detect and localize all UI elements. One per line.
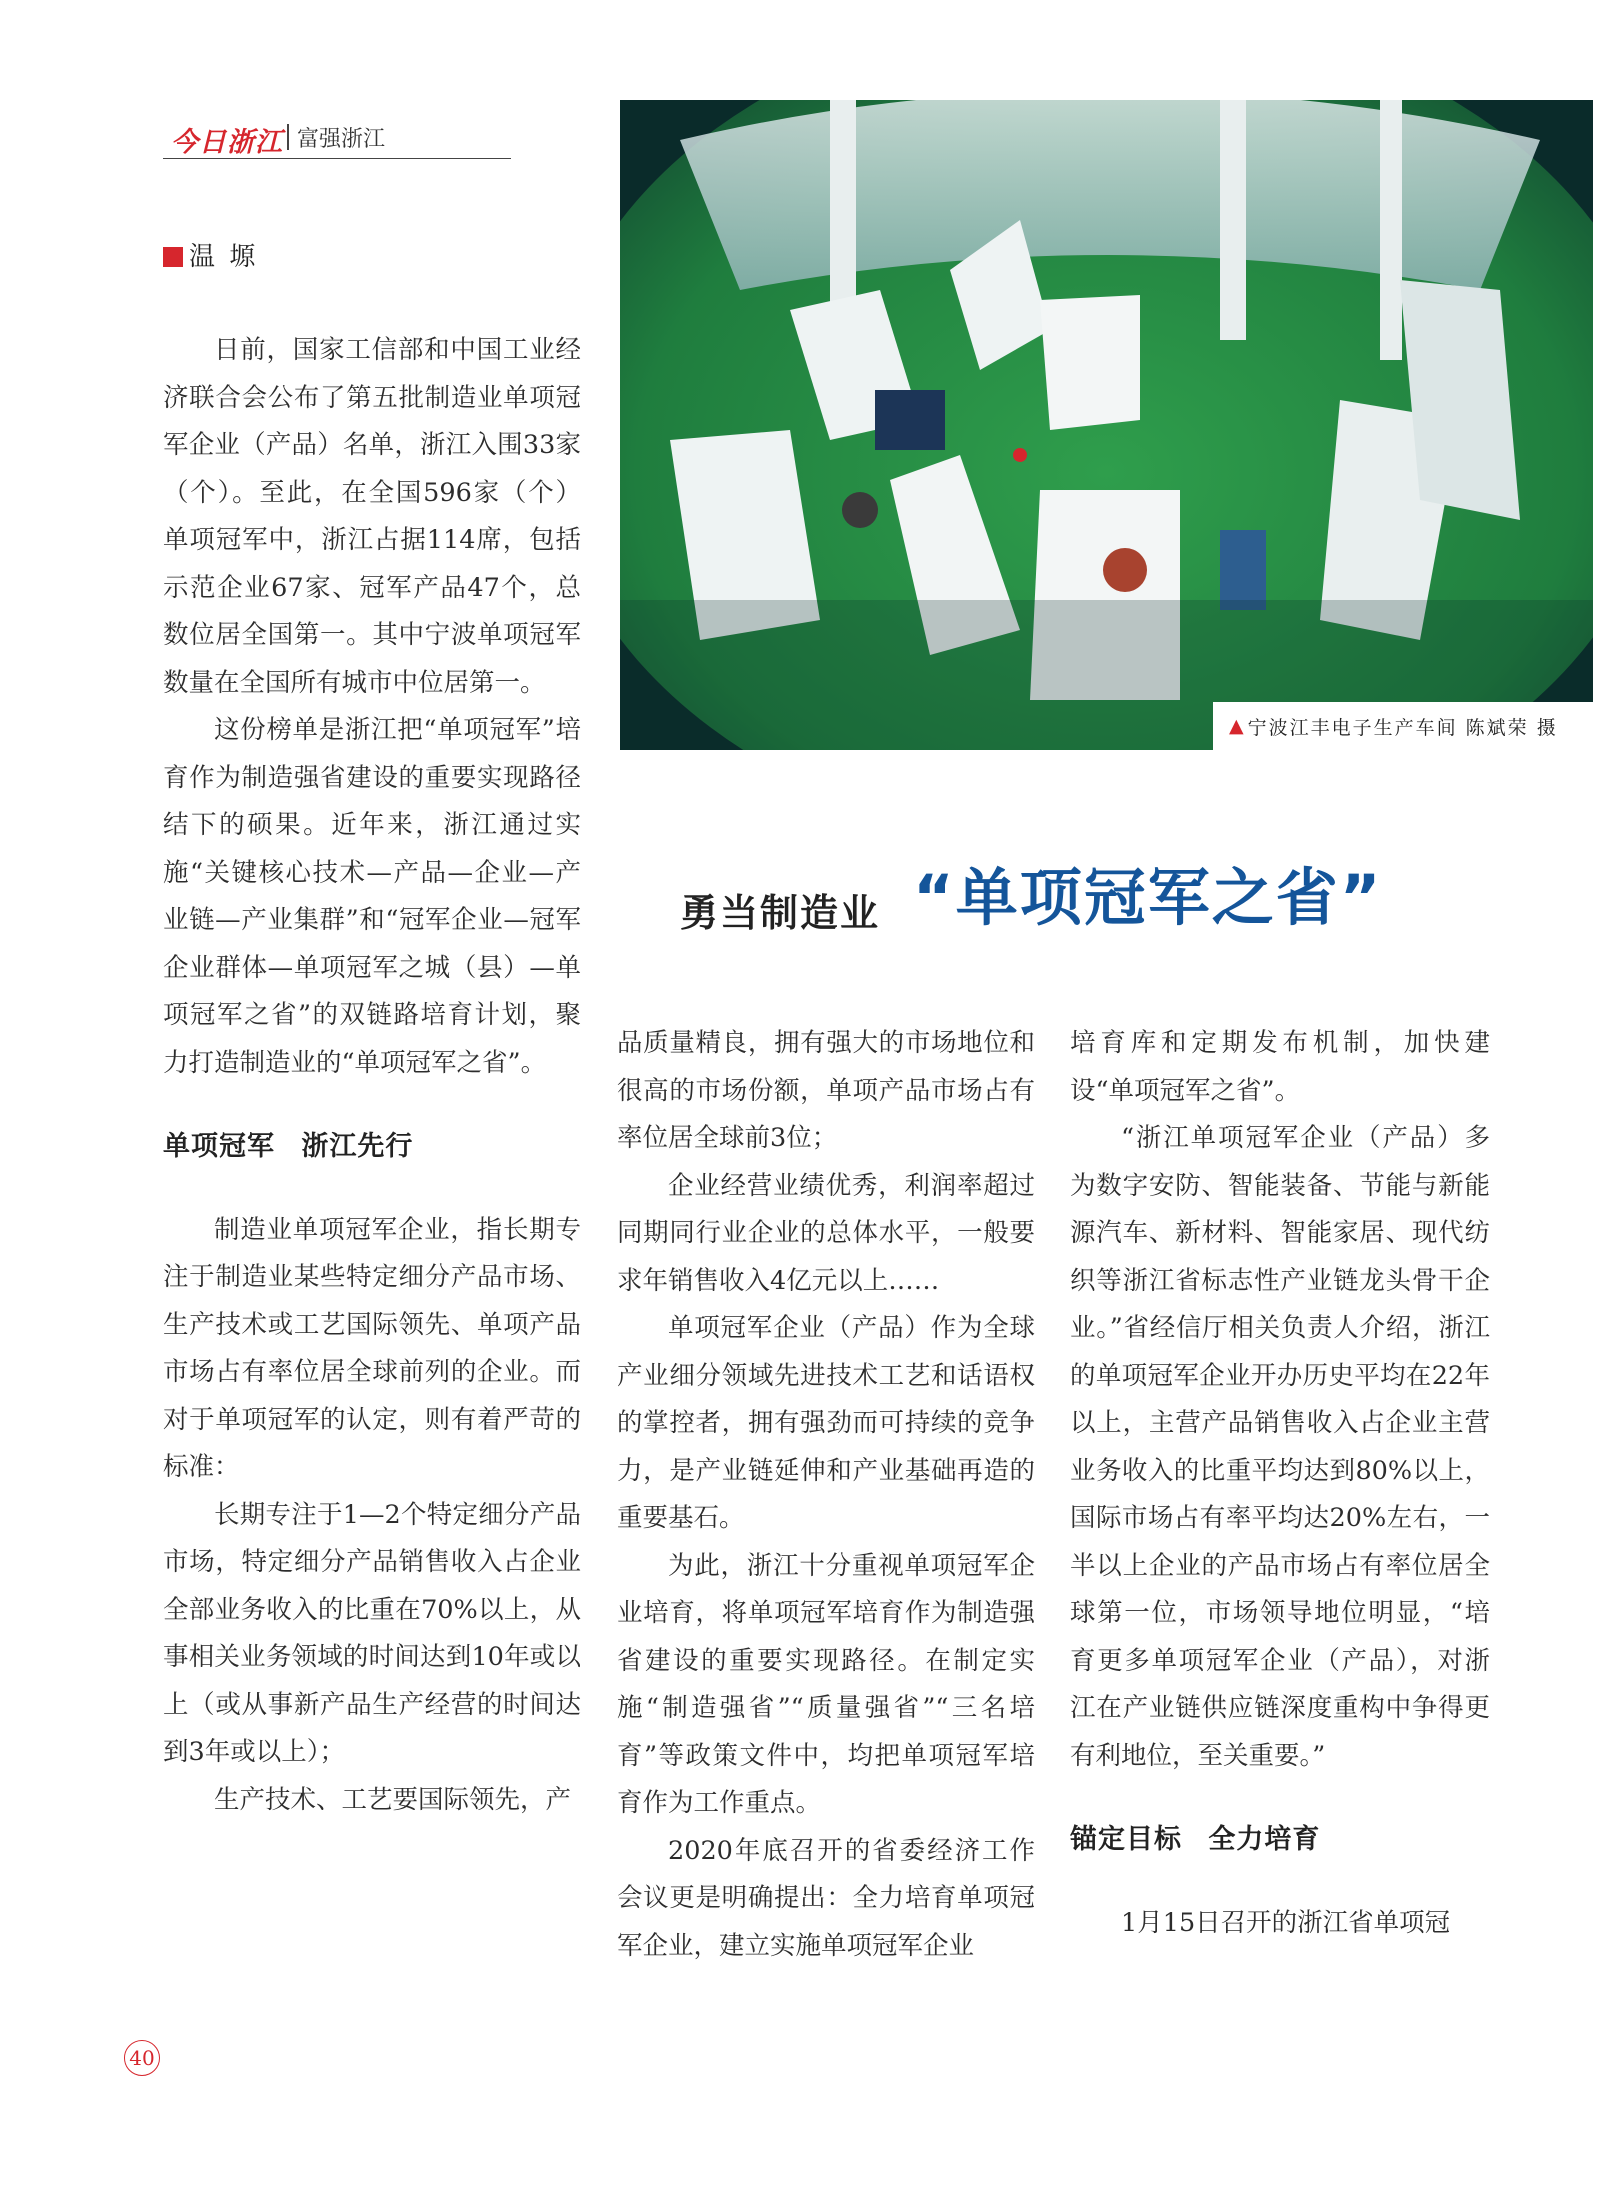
headline-main: “单项冠军之省” [913, 861, 1383, 934]
byline-marker [163, 247, 183, 267]
paragraph: “浙江单项冠军企业（产品）多为数字安防、智能装备、节能与新能源汽车、新材料、智能家居、现代纺织等浙江省标志性产业链龙头骨干企业。”省经信厅相关负责人介绍，浙江的单项冠军企业开办历史平均在22年以上，主营产品销售收入占企业主营业务收入的比重平均达到80%以上，国际市场占有率平均达20%左右，一半以上企业的产品市场占有率位居全球第一位，市场领导地位明显，“培育更多单项冠军企业（产品），对浙江在产业链供应链深度重构中争得更有利地位，至关重要。” [1070, 1123, 1490, 1771]
header-divider [287, 124, 289, 150]
photo-caption [1213, 702, 1593, 750]
section-title: 富强浙江 [297, 127, 386, 152]
paragraph: 这份榜单是浙江把“单项冠军”培育作为制造强省建设的重要实现路径结下的硕果。近年来，浙江通过实施“关键核心技术—产品—企业—产业链—产业集群”和“冠军企业—冠军企业群体—单项冠军之城（县）—单项冠军之省”的双链路培育计划，聚力打造制造业的“单项冠军之省”。 [163, 715, 581, 1078]
text-column-3 [1070, 1020, 1490, 1947]
paragraph: 培育库和定期发布机制，加快建设“单项冠军之省”。 [1070, 1028, 1490, 1106]
paragraph: 品质量精良，拥有强大的市场地位和很高的市场份额，单项产品市场占有率位居全球前3位； [617, 1028, 1035, 1153]
magazine-logo: 今日浙江 [171, 127, 283, 158]
author-name: 温 塬 [189, 242, 259, 272]
paragraph: 为此，浙江十分重视单项冠军企业培育，将单项冠军培育作为制造强省建设的重要实现路径。在制定实施“制造强省”“质量强省”“三名培育”等政策文件中，均把单项冠军培育作为工作重点。 [617, 1550, 1035, 1818]
caption-text: 宁波江丰电子生产车间 陈斌荣 摄 [1247, 716, 1558, 739]
subheading: 锚定目标 全力培育 [1070, 1824, 1321, 1855]
factory-illustration [620, 100, 1593, 750]
headline-prefix: 勇当制造业 [680, 890, 881, 935]
factory-photo [620, 100, 1593, 750]
paragraph: 制造业单项冠军企业，指长期专注于制造业某些特定细分产品市场、生产技术或工艺国际领先、单项产品市场占有率位居全球前列的企业。而对于单项冠军的认定，则有着严苛的标准： [163, 1214, 581, 1482]
text-column-1 [163, 327, 581, 1824]
article-headline [680, 848, 1530, 938]
paragraph: 1月15日召开的浙江省单项冠 [1121, 1907, 1451, 1938]
paragraph: 长期专注于1—2个特定细分产品市场，特定细分产品销售收入占企业全部业务收入的比重在70%以上，从事相关业务领域的时间达到10年或以上（或从事新产品生产经营的时间达到3年或以上）； [163, 1499, 581, 1767]
author-byline [163, 236, 258, 273]
text-column-2 [617, 1020, 1035, 1970]
paragraph: 单项冠军企业（产品）作为全球产业细分领域先进技术工艺和话语权的掌控者，拥有强劲而可持续的竞争力，是产业链延伸和产业基础再造的重要基石。 [617, 1313, 1035, 1533]
subheading: 单项冠军 浙江先行 [163, 1131, 414, 1162]
paragraph: 2020年底召开的省委经济工作会议更是明确提出：全力培育单项冠军企业，建立实施单项冠军企业 [617, 1835, 1035, 1961]
page-number: 40 [124, 2040, 160, 2076]
caption-marker: ▲ [1229, 715, 1244, 737]
paragraph: 企业经营业绩优秀，利润率超过同期同行业企业的总体水平，一般要求年销售收入4亿元以上…… [617, 1170, 1035, 1296]
paragraph: 日前，国家工信部和中国工业经济联合会公布了第五批制造业单项冠军企业（产品）名单，浙江入围33家（个）。至此，在全国596家（个）单项冠军中，浙江占据114席，包括示范企业67家、冠军产品47个，总数位居全国第一。其中宁波单项冠军数量在全国所有城市中位居第一。 [163, 335, 581, 698]
paragraph: 生产技术、工艺要国际领先，产 [214, 1784, 572, 1815]
magazine-header [163, 118, 511, 159]
